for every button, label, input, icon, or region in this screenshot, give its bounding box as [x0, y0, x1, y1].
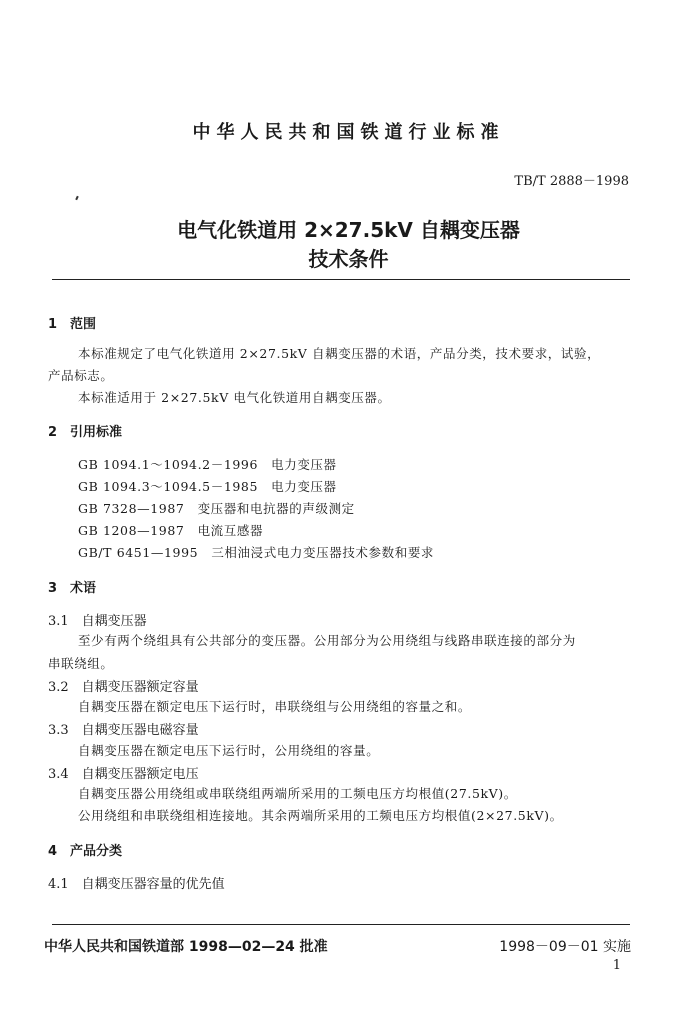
footer-divider	[52, 924, 630, 925]
term-3-4-text-line1: 自耦变压器公用绕组或串联绕组两端所采用的工频电压方均根值(27.5kV)。	[78, 786, 517, 801]
term-3-4-heading: 3.4 自耦变压器额定电压	[48, 767, 199, 782]
document-title-line1: 电气化铁道用 2×27.5kV 自耦变压器	[177, 218, 520, 242]
term-3-3-heading: 3.3 自耦变压器电磁容量	[48, 723, 199, 738]
section-1-paragraph-1-line1: 本标准规定了电气化铁道用 2×27.5kV 自耦变压器的术语，产品分类，技术要求，试验，	[78, 346, 601, 361]
term-3-1-text-line2: 串联绕组。	[48, 656, 114, 671]
reference-item: GB 1094.1～1094.2－1996 电力变压器	[78, 457, 337, 472]
section-3-heading: 3 术语	[48, 581, 97, 596]
title-divider	[52, 279, 630, 280]
section-1-heading: 1 范围	[48, 317, 97, 332]
term-3-1-text-line1: 至少有两个绕组具有公共部分的变压器。公用部分为公用绕组与线路串联连接的部分为	[78, 633, 576, 648]
section-4-heading: 4 产品分类	[48, 844, 123, 859]
term-3-2-heading: 3.2 自耦变压器额定容量	[48, 680, 199, 695]
term-3-2-text: 自耦变压器在额定电压下运行时，串联绕组与公用绕组的容量之和。	[78, 699, 472, 714]
term-3-3-text: 自耦变压器在额定电压下运行时，公用绕组的容量。	[78, 743, 380, 758]
section-1-paragraph-2: 本标准适用于 2×27.5kV 电气化铁道用自耦变压器。	[78, 390, 391, 405]
document-title-line2: 技术条件	[308, 247, 389, 271]
reference-item: GB 7328—1987 变压器和电抗器的声级测定	[78, 501, 355, 516]
implementation-date: 1998－09－01 实施	[499, 939, 631, 955]
issuing-body-header: 中华人民共和国铁道行业标准	[192, 122, 505, 143]
page-number: 1	[612, 958, 621, 973]
approval-date: 中华人民共和国铁道部 1998—02—24 批准	[44, 939, 328, 955]
section-1-paragraph-1-line2: 产品标志。	[48, 368, 114, 383]
term-3-4-text-line2: 公用绕组和串联绕组相连接地。其余两端所采用的工频电压方均根值(2×27.5kV)。	[78, 808, 563, 823]
term-3-1-heading: 3.1 自耦变压器	[48, 614, 147, 629]
reference-item: GB 1094.3～1094.5－1985 电力变压器	[78, 479, 337, 494]
section-2-heading: 2 引用标准	[48, 425, 123, 440]
reference-item: GB 1208—1987 电流互感器	[78, 523, 264, 538]
scan-speck	[75, 196, 79, 200]
standard-code: TB/T 2888－1998	[514, 174, 629, 189]
clause-4-1-heading: 4.1 自耦变压器容量的优先值	[48, 877, 225, 892]
reference-item: GB/T 6451—1995 三相油浸式电力变压器技术参数和要求	[78, 545, 435, 560]
